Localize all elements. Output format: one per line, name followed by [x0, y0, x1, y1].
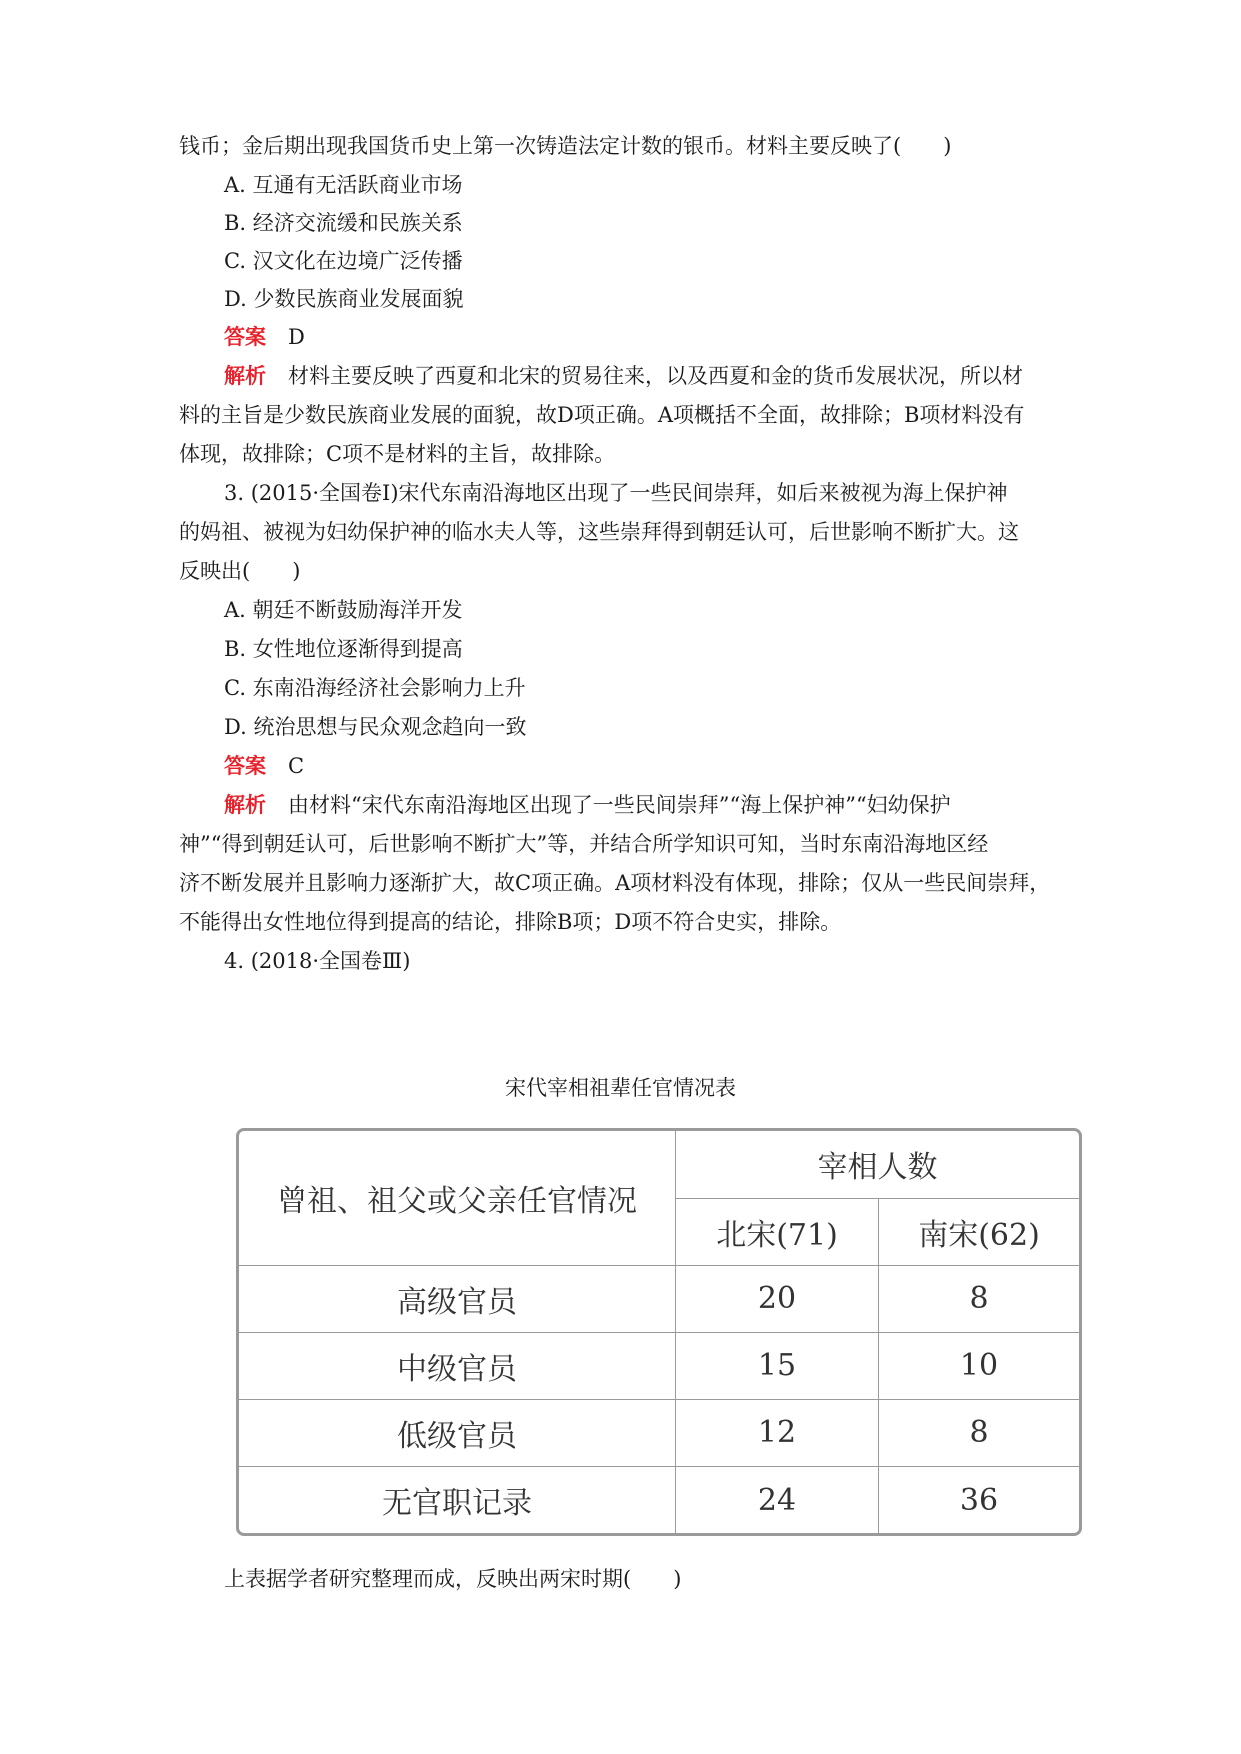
q2-option-b: B. 经济交流缓和民族关系 — [224, 211, 463, 235]
q2-answer — [224, 316, 1104, 358]
group-header-cell: 宰相人数 — [676, 1131, 1080, 1198]
analysis-label: 解析 — [224, 792, 266, 817]
q3-analysis-line — [224, 784, 1104, 826]
q4-stem: 4. (2018·全国卷Ⅲ) — [224, 949, 411, 973]
row-label: 高级官员 — [239, 1265, 676, 1332]
q3-option-d: D. 统治思想与民众观念趋向一致 — [224, 715, 527, 739]
q3-analysis-line: 济不断发展并且影响力逐渐扩大，故C项正确。A项材料没有体现，排除；仅从一些民间崇拜， — [179, 871, 1051, 895]
cell-north: 15 — [676, 1332, 879, 1399]
answer-value: D — [288, 325, 305, 349]
q3-stem-line: 反映出( ) — [179, 559, 301, 583]
q2-option-a: A. 互通有无活跃商业市场 — [224, 173, 463, 197]
answer-label: 答案 — [224, 324, 266, 349]
col-header-north: 北宋(71) — [676, 1198, 879, 1265]
q2-stem-tail: 钱币；金后期出现我国货币史上第一次铸造法定计数的银币。材料主要反映了( ) — [179, 134, 952, 158]
q3-analysis-line: 神”“得到朝廷认可，后世影响不断扩大”等，并结合所学知识可知，当时东南沿海地区经 — [179, 832, 989, 856]
q3-option-a: A. 朝廷不断鼓励海洋开发 — [224, 598, 463, 622]
q3-option-b: B. 女性地位逐渐得到提高 — [224, 637, 463, 661]
q3-analysis-line: 不能得出女性地位得到提高的结论，排除B项；D项不符合史实，排除。 — [179, 910, 842, 934]
q3-option-c: C. 东南沿海经济社会影响力上升 — [224, 676, 526, 700]
row-label: 低级官员 — [239, 1399, 676, 1466]
cell-north: 20 — [676, 1265, 879, 1332]
q2-analysis-line: 体现，故排除；C项不是材料的主旨，故排除。 — [179, 442, 616, 466]
col-header-south: 南宋(62) — [879, 1198, 1080, 1265]
answer-value: C — [288, 754, 305, 778]
answer-label: 答案 — [224, 753, 266, 778]
row-header-cell: 曾祖、祖父或父亲任官情况 — [239, 1131, 676, 1265]
analysis-label: 解析 — [224, 363, 266, 388]
q2-analysis-line — [224, 355, 1104, 397]
q2-analysis-line: 料的主旨是少数民族商业发展的面貌，故D项正确。A项概括不全面，故排除；B项材料没有 — [179, 403, 1025, 427]
cell-north: 12 — [676, 1399, 879, 1466]
cell-north: 24 — [676, 1467, 879, 1533]
row-label: 无官职记录 — [239, 1467, 676, 1533]
analysis-text: 由材料“宋代东南沿海地区出现了一些民间崇拜”“海上保护神”“妇幼保护 — [288, 793, 951, 817]
q2-option-d: D. 少数民族商业发展面貌 — [224, 287, 464, 311]
analysis-text: 材料主要反映了西夏和北宋的贸易往来，以及西夏和金的货币发展状况，所以材 — [288, 364, 1023, 388]
q2-option-c: C. 汉文化在边境广泛传播 — [224, 249, 463, 273]
official-table — [236, 1128, 1082, 1536]
table-title: 宋代宰相祖辈任官情况表 — [505, 1076, 736, 1100]
cell-south: 8 — [879, 1265, 1080, 1332]
q4-tail: 上表据学者研究整理而成，反映出两宋时期( ) — [224, 1567, 682, 1591]
cell-south: 36 — [879, 1467, 1080, 1533]
q3-stem-line: 的妈祖、被视为妇幼保护神的临水夫人等，这些崇拜得到朝廷认可，后世影响不断扩大。这 — [179, 520, 1019, 544]
row-label: 中级官员 — [239, 1332, 676, 1399]
q3-answer — [224, 745, 1104, 787]
q3-stem-line: 3. (2015·全国卷Ⅰ)宋代东南沿海地区出现了一些民间崇拜，如后来被视为海上保护神 — [224, 481, 1008, 505]
cell-south: 10 — [879, 1332, 1080, 1399]
cell-south: 8 — [879, 1399, 1080, 1466]
